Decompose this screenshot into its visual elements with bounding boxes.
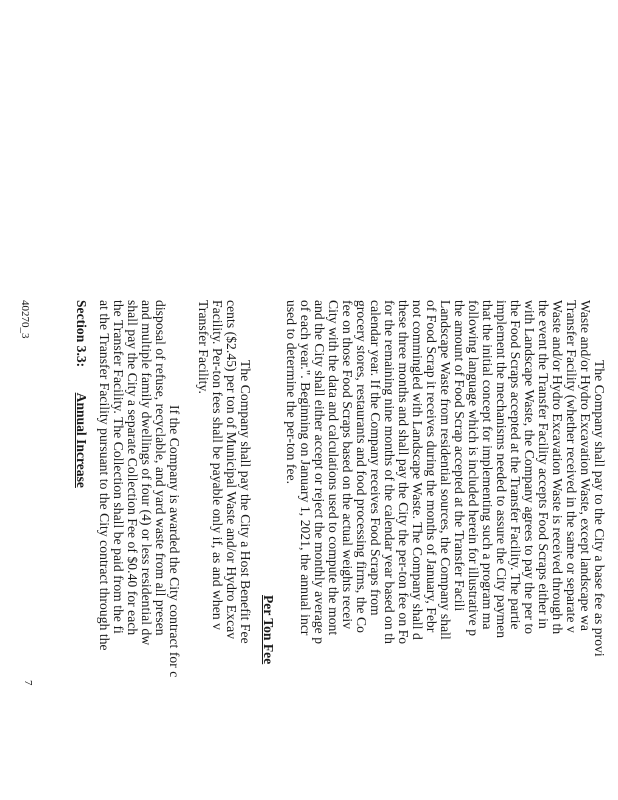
- text-line: at the Transfer Facility pursuant to the City contract through the: [97, 300, 112, 651]
- text-line: Facility. Per-ton fees shall be payable only if, as and when v: [210, 300, 225, 630]
- text-line: Waste and/or Hydro Excavation Waste, except landscape wa: [578, 300, 593, 632]
- text-line: the amount of Food Scrap accepted at the Transfer Facili: [452, 300, 467, 612]
- text-line: City with the data and calculations used to compute the mont: [326, 300, 341, 636]
- text-line: that the initial concept for implementing such a program ma: [480, 300, 495, 630]
- footer-document-code: 40270_3: [19, 300, 31, 339]
- page-number: 7: [22, 680, 34, 686]
- text-line: shall pay the City a separate Collection Fee of $0.40 for each: [125, 300, 140, 636]
- per-ton-fee-heading-text: Per Ton Fee: [261, 595, 276, 665]
- text-line: of each year.". Beginning on January 1, 2021, the annual incr: [298, 300, 313, 636]
- text-line: implement the mechanisms needed to assure the City paymen: [494, 300, 509, 639]
- text-line: The Company shall pay to the City a base fee as provi: [592, 360, 607, 657]
- text-line: and the City shall either accept or reject the monthly average p: [312, 300, 327, 645]
- text-line: grocery stores, restaurants and food processing firms, the Co: [354, 300, 369, 633]
- text-line: fee on those Food Scraps based on the actual weights receiv: [340, 300, 355, 630]
- text-line: and multiple family dwellings of four (4) or less residential dw: [139, 300, 154, 646]
- section-3-3-heading: [74, 300, 88, 488]
- text-line: these three months and shall pay the City the per-ton fee on Fo: [396, 300, 411, 645]
- section-3-3-label: Section 3.3:: [74, 300, 89, 368]
- text-line: calendar year. If the Company receives Food Scraps from: [368, 300, 383, 616]
- text-line: following language which is included herein for illustrative p: [466, 300, 481, 637]
- text-line: If the Company is awarded the City contract for c: [167, 405, 182, 678]
- text-line: disposal of refuse, recyclable, and yard waste from all presen: [153, 300, 168, 636]
- text-line: Landscape Waste from residential sources, the Company shall: [438, 300, 453, 640]
- text-line: Waste and/or Hydro Excavation Waste is received through th: [550, 300, 565, 635]
- text-line: not commingled with Landscape Waste. The Company shall d: [410, 300, 425, 640]
- text-line: of Food Scrap it receives during the months of January, Febr: [424, 300, 439, 633]
- text-line: used to determine the per-ton fee.: [284, 300, 299, 485]
- text-line: the event the Transfer Facility accepts Food Scraps either in: [536, 300, 551, 629]
- text-line: for the remaining nine months of the calendar year based on th: [382, 300, 397, 644]
- text-line: The Company shall pay the City a Host Benefit Fee: [238, 360, 253, 644]
- per-ton-fee-heading: [261, 595, 275, 664]
- section-3-3-title: Annual Increase: [74, 392, 89, 488]
- text-line: Transfer Facility (whether received in the same or separate v: [564, 300, 579, 633]
- text-line: Transfer Facility.: [196, 300, 211, 394]
- text-line: with Landscape Waste, the Company agrees to pay the per to: [522, 300, 537, 635]
- text-line: the Food Scraps accepted at the Transfer Facility. The partie: [508, 300, 523, 630]
- text-line: the Transfer Facility. The Collection shall be paid from the fi: [111, 300, 126, 634]
- text-line: cents ($2.45) per ton of Municipal Waste and/or Hydro Excav: [224, 300, 239, 640]
